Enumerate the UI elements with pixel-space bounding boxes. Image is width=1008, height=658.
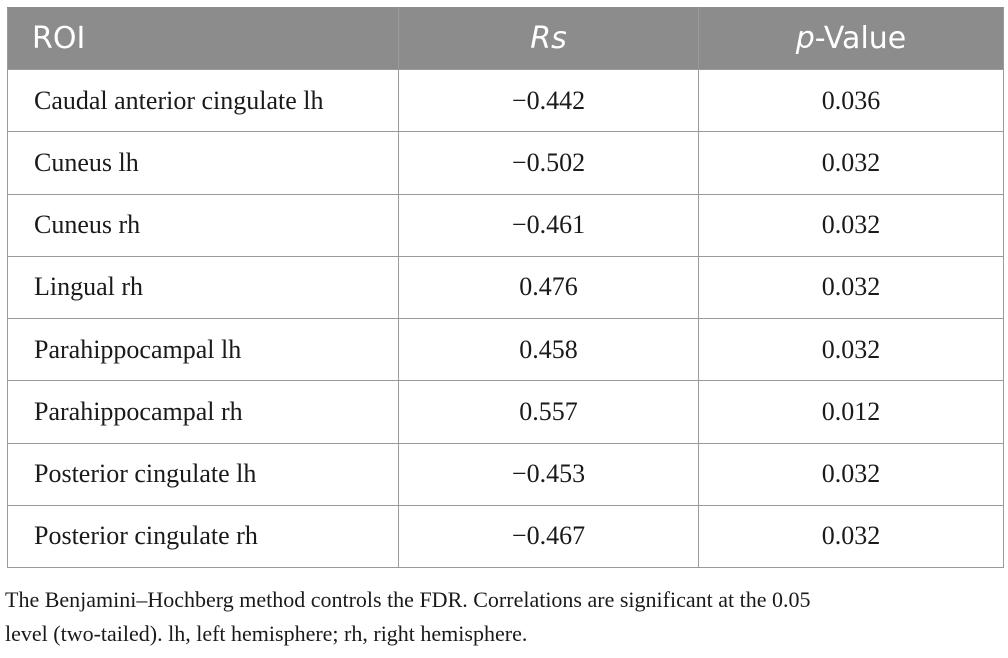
table-row <box>8 505 1004 567</box>
table-row <box>8 443 1004 505</box>
table-row <box>8 381 1004 443</box>
cell-rs: −0.442 <box>399 70 699 132</box>
table-row <box>8 70 1004 132</box>
correlation-table <box>7 7 1004 568</box>
table-body <box>8 70 1004 568</box>
cell-roi: Lingual rh <box>8 256 399 318</box>
header-p-rest: -Value <box>814 21 907 56</box>
cell-roi: Parahippocampal rh <box>8 381 399 443</box>
cell-p-value: 0.032 <box>699 256 1004 318</box>
cell-p-value: 0.032 <box>699 505 1004 567</box>
cell-roi: Cuneus lh <box>8 132 399 194</box>
header-rs-label: Rs <box>530 21 567 56</box>
table-header <box>8 8 1004 70</box>
cell-rs: −0.453 <box>399 443 699 505</box>
table-row <box>8 256 1004 318</box>
cell-roi: Cuneus rh <box>8 194 399 256</box>
cell-roi: Caudal anterior cingulate lh <box>8 70 399 132</box>
header-roi: ROI <box>8 8 399 70</box>
cell-rs: 0.458 <box>399 319 699 381</box>
table-footnote <box>5 583 1005 651</box>
header-rs <box>399 8 699 70</box>
header-p-value <box>699 8 1004 70</box>
table-row <box>8 132 1004 194</box>
cell-rs: −0.467 <box>399 505 699 567</box>
cell-p-value: 0.036 <box>699 70 1004 132</box>
cell-roi: Posterior cingulate rh <box>8 505 399 567</box>
table-row <box>8 319 1004 381</box>
footnote-line-1: The Benjamini–Hochberg method controls the FDR. Correlations are significant at the 0.05 <box>5 587 811 612</box>
cell-roi: Posterior cingulate lh <box>8 443 399 505</box>
cell-rs: 0.476 <box>399 256 699 318</box>
cell-p-value: 0.032 <box>699 319 1004 381</box>
cell-rs: 0.557 <box>399 381 699 443</box>
cell-p-value: 0.032 <box>699 132 1004 194</box>
cell-rs: −0.461 <box>399 194 699 256</box>
footnote-line-2: level (two-tailed). lh, left hemisphere; rh, right hemisphere. <box>5 621 528 646</box>
results-table-container <box>7 7 1003 568</box>
header-row <box>8 8 1004 70</box>
table-row <box>8 194 1004 256</box>
cell-p-value: 0.012 <box>699 381 1004 443</box>
cell-p-value: 0.032 <box>699 443 1004 505</box>
cell-p-value: 0.032 <box>699 194 1004 256</box>
cell-roi: Parahippocampal lh <box>8 319 399 381</box>
header-p-italic: p <box>795 21 815 56</box>
cell-rs: −0.502 <box>399 132 699 194</box>
